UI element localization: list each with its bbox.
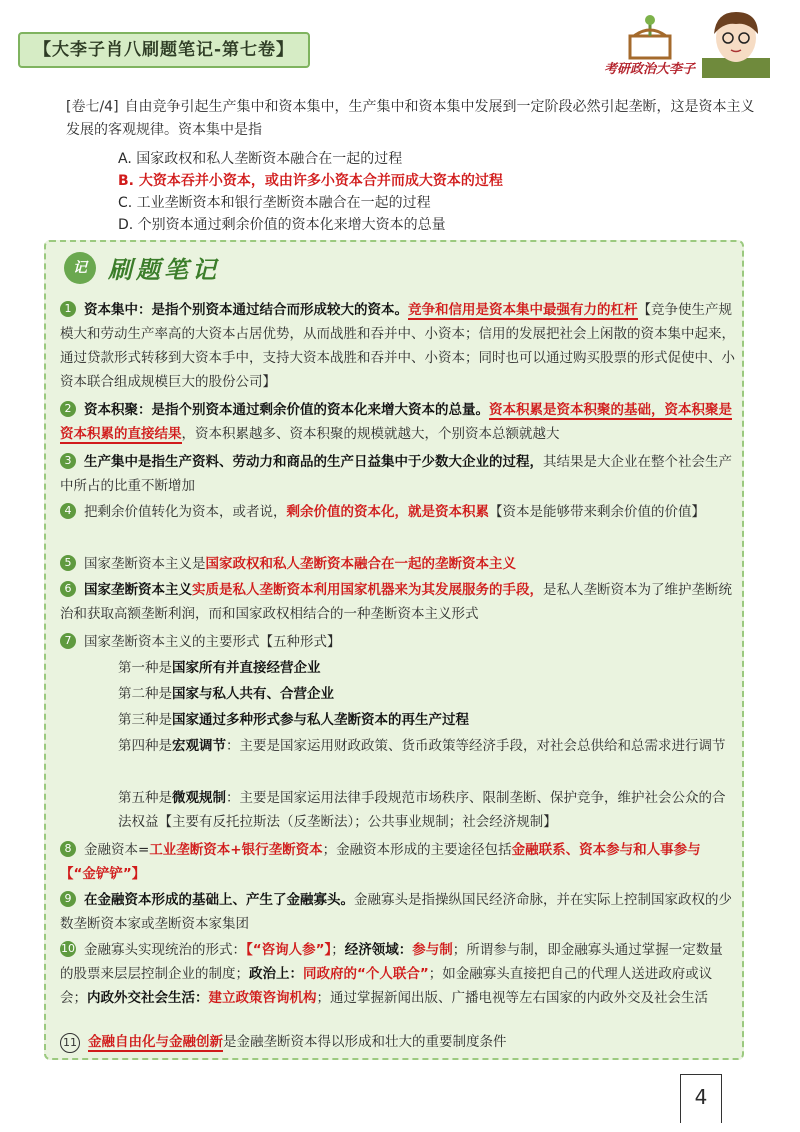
note-text: 第二种是 <box>118 686 172 702</box>
note-highlight: 工业垄断资本+银行垄断资本 <box>149 842 323 858</box>
question-stem <box>66 96 756 142</box>
note-number: 7 <box>60 633 76 649</box>
note-highlight: 金融自由化与金融创新 <box>88 1034 223 1050</box>
note-text: ；所谓参与制，即金融寡头通过掌握一定数量的股票来层层控制企业的制度； <box>60 942 723 982</box>
note-bold: 微观规制 <box>172 790 226 806</box>
note-text: 国家垄断资本主义是 <box>84 556 206 572</box>
note-text: 第三种是 <box>118 712 172 728</box>
note-text: 国家垄断资本主义的主要形式【五种形式】 <box>84 634 341 650</box>
note-text: 金融寡头是指操纵国民经济命脉，并在实际上控制国家政权的少数垄断资本家或垄断资本家集团 <box>60 892 732 932</box>
note-text: 在金融资本形成的基础上、产生了金融寡头。 <box>84 892 354 908</box>
note-number: 2 <box>60 401 76 417</box>
note-highlight: 实质是私人垄断资本利用国家机器来为其发展服务的手段， <box>192 582 543 598</box>
option-b-correct: B. 大资本吞并小资本，或由许多小资本合并而成大资本的过程 <box>118 173 503 189</box>
note-bold: 政治上： <box>249 966 303 982</box>
avatar <box>696 6 776 78</box>
note-7 <box>60 630 736 654</box>
note-highlight: 同政府的“个人联合” <box>303 966 429 982</box>
note-text: 【竞争使生产规模大和劳动生产率高的大资本占居优势，从而战胜和吞并中、小资本；信用的发展把社会上闲散的资本集中起来，通过贷款形式转移到大资本手中，支持大资本战胜和吞并中、小资本；同时也可以通过购买股票的形式促使中、小资本联合组成规模巨大的股份公司】 <box>60 302 735 390</box>
note-bold: 宏观调节 <box>172 738 226 754</box>
note-7-form-4 <box>118 734 728 758</box>
note-5 <box>60 552 736 576</box>
note-text: ；通过掌握新闻出版、广播电视等左右国家的内政外交及社会生活 <box>316 990 708 1006</box>
note-8 <box>60 838 736 886</box>
header-title: 【大李子肖八刷题笔记-第七卷】 <box>18 32 310 68</box>
note-text: 金融资本= <box>84 842 150 858</box>
note-number: 8 <box>60 841 76 857</box>
note-highlight: 【“咨询人参”】 <box>246 942 332 958</box>
note-text: ； <box>331 942 345 958</box>
note-highlight: 国家政权和私人垄断资本融合在一起的垄断资本主义 <box>205 556 516 572</box>
note-text: 金融寡头实现统治的形式： <box>84 942 246 958</box>
note-3 <box>60 450 736 498</box>
note-text: 其结果是大企业在整个社会生产中所占的比重不断增加 <box>60 454 732 494</box>
logo-caption: 考研政治大李子 <box>604 62 696 77</box>
note-7-form-1 <box>118 656 728 680</box>
note-11 <box>60 1030 736 1054</box>
note-text: 资本集中：是指个别资本通过结合而形成较大的资本。 <box>84 302 408 318</box>
note-text: ：主要是国家运用财政政策、货币政策等经济手段，对社会总供给和总需求进行调节 <box>226 738 726 754</box>
question-text: 自由竞争引起生产集中和资本集中，生产集中和资本集中发展到一定阶段必然引起垄断，这是资本主义发展的客观规律。资本集中是指 <box>66 99 755 138</box>
note-number: 9 <box>60 891 76 907</box>
option-c: C. 工业垄断资本和银行垄断资本融合在一起的过程 <box>118 195 431 211</box>
note-10 <box>60 938 736 1010</box>
note-text: ；如金融寡头直接把自己的代理人送进政府或议会； <box>60 966 713 1006</box>
options-list <box>118 148 758 236</box>
note-bold: 国家与私人共有、合营企业 <box>172 686 334 702</box>
note-2 <box>60 398 736 446</box>
note-text: 【资本是能够带来剩余价值的价值】 <box>489 504 705 520</box>
page-header <box>0 0 800 77</box>
note-bold: 国家所有并直接经营企业 <box>172 660 321 676</box>
note-text: 第五种是 <box>118 790 172 806</box>
option-d: D. 个别资本通过剩余价值的资本化来增大资本的总量 <box>118 217 446 233</box>
note-1 <box>60 298 736 394</box>
note-text: 是私人垄断资本为了维护垄断统治和获取高额垄断利润，而和国家政权相结合的一种垄断资本主义形式 <box>60 582 732 622</box>
note-number: 6 <box>60 581 76 597</box>
note-highlight: 剩余价值的资本化，就是资本积累 <box>286 504 489 520</box>
note-bold: 内政外交社会生活： <box>87 990 209 1006</box>
notes-badge-icon: 记 <box>64 252 96 284</box>
note-7-form-3 <box>118 708 728 732</box>
note-highlight: 竞争和信用是资本集中最强有力的杠杆 <box>408 302 638 318</box>
note-7-form-2 <box>118 682 728 706</box>
note-number: 1 <box>60 301 76 317</box>
note-bold: 经济领域： <box>344 942 413 958</box>
note-number: 10 <box>61 942 75 955</box>
note-bold: 国家通过多种形式参与私人垄断资本的再生产过程 <box>172 712 469 728</box>
note-text: 第一种是 <box>118 660 172 676</box>
note-text: 国家垄断资本主义 <box>84 582 192 598</box>
option-a: A. 国家政权和私人垄断资本融合在一起的过程 <box>118 151 403 167</box>
note-text: 资本积聚：是指个别资本通过剩余价值的资本化来增大资本的总量。 <box>84 402 489 418</box>
note-text: 是金融垄断资本得以形成和壮大的重要制度条件 <box>223 1034 507 1050</box>
note-text: 把剩余价值转化为资本，或者说， <box>84 504 287 520</box>
question-id: [卷七/4] <box>66 99 119 115</box>
note-4 <box>60 500 736 524</box>
note-number: 4 <box>60 503 76 519</box>
note-9 <box>60 888 736 936</box>
note-6 <box>60 578 736 626</box>
note-highlight: 金融联系、资本参与和人事参与【“金铲铲”】 <box>60 842 701 882</box>
note-highlight: 建立政策咨询机构 <box>208 990 317 1006</box>
note-number: 5 <box>60 555 76 571</box>
note-number: 3 <box>60 453 76 469</box>
note-text: 第四种是 <box>118 738 172 754</box>
note-7-form-5 <box>118 786 728 834</box>
note-highlight: 参与制 <box>412 942 453 958</box>
note-text: 生产集中是指生产资料、劳动力和商品的生产日益集中于少数大企业的过程， <box>84 454 543 470</box>
note-number: 11 <box>60 1033 80 1053</box>
note-text: ；金融资本形成的主要途径包括 <box>322 842 512 858</box>
page-number: 4 <box>680 1074 722 1123</box>
logo-icon <box>620 14 680 62</box>
note-text: ，资本积累越多、资本积聚的规模就越大，个别资本总额就越大 <box>181 426 560 442</box>
note-text: ：主要是国家运用法律手段规范市场秩序、限制垄断、保护竞争，维护社会公众的合法权益【主要有反托拉斯法（反垄断法）；公共事业规制；社会经济规制】 <box>118 790 726 830</box>
note-highlight: 资本积累是资本积聚的基础，资本积聚是资本积累的直接结果 <box>60 402 732 442</box>
notes-title: 刷题笔记 <box>108 256 220 284</box>
